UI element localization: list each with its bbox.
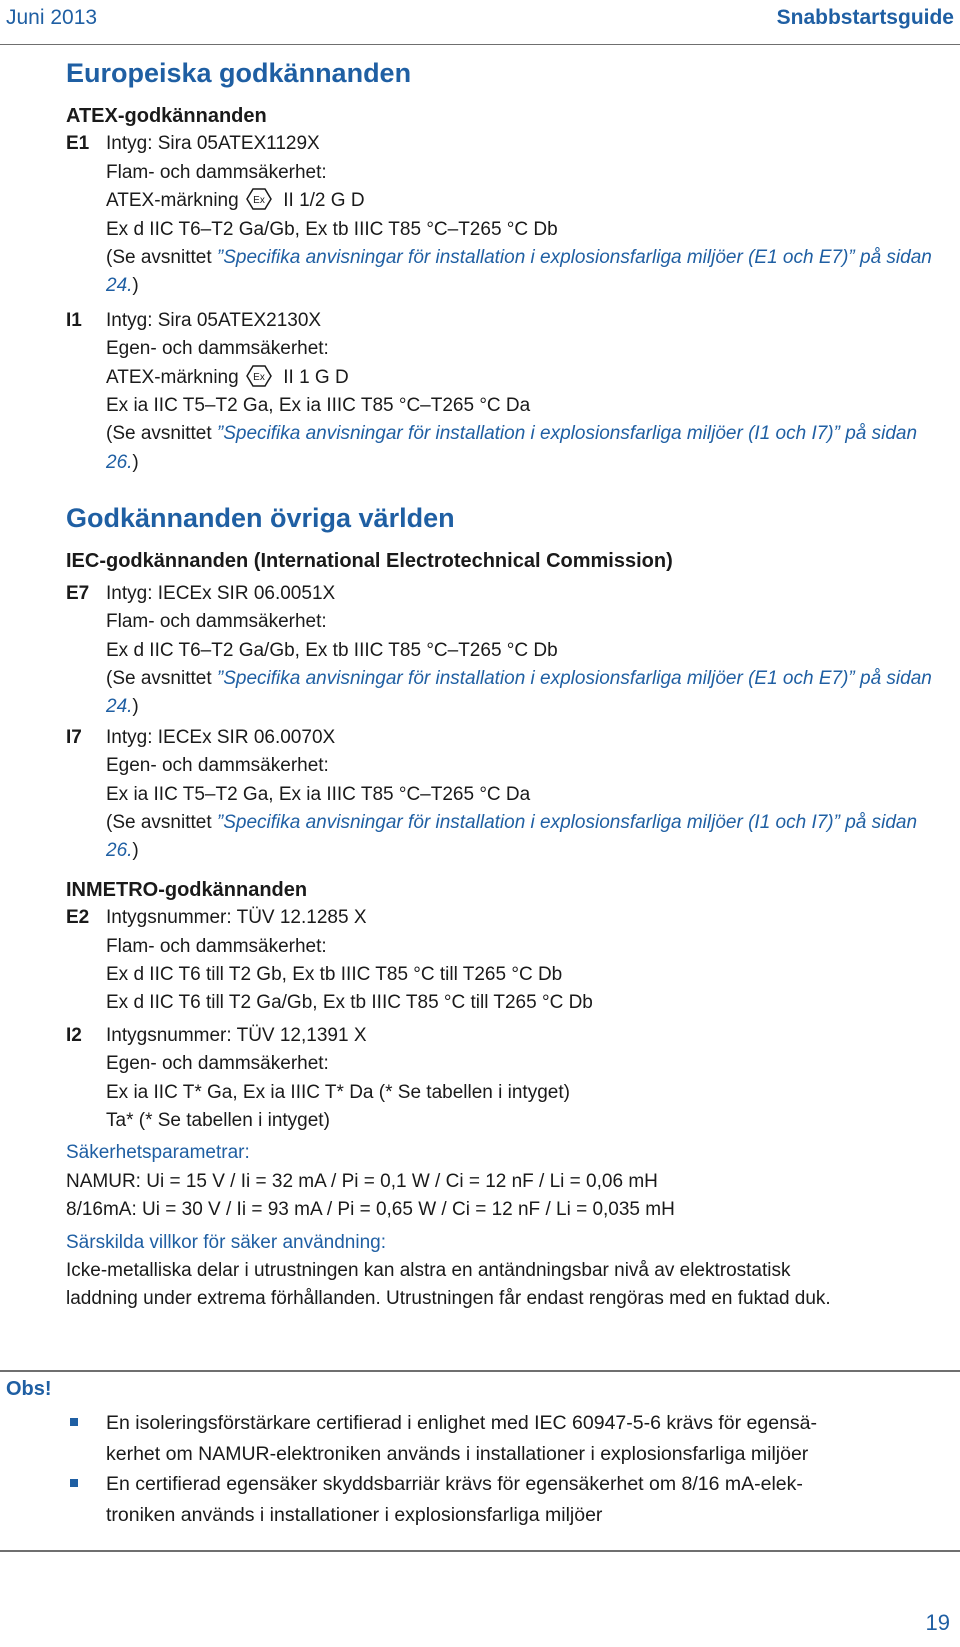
square-bullet-icon [66, 1408, 106, 1469]
ex-hexagon-icon [246, 188, 272, 210]
header-date: Juni 2013 [6, 6, 98, 29]
marking-code: Ex d IIC T6 till T2 Gb, Ex tb IIIC T85 °C till T265 °C Db [106, 963, 563, 985]
protection-type: Egen- och dammsäkerhet: [106, 1053, 329, 1075]
special-conditions-text: laddning under extrema förhållanden. Utrustningen får endast rengöras med en fuktad duk. [66, 1288, 831, 1310]
header-guide-title: Snabbstartsguide [776, 6, 954, 29]
safety-parameters-8-16ma: 8/16mA: Ui = 30 V / Ii = 93 mA / Pi = 0,65 W / Ci = 12 nF / Li = 0,035 mH [66, 1199, 675, 1221]
approval-e2 [66, 904, 952, 1018]
approval-e7 [66, 580, 952, 722]
list-item [66, 1408, 952, 1469]
safety-parameters-label: Säkerhetsparametrar: [66, 1142, 250, 1164]
note-close: ) [132, 275, 139, 297]
certificate-line: Intyg: IECEx SIR 06.0051X [106, 582, 336, 604]
page-number: 19 [925, 1610, 950, 1635]
marking-code: Ex d IIC T6–T2 Ga/Gb, Ex tb IIIC T85 °C–T265 °C Db [106, 218, 558, 240]
marking-code: Ex ia IIC T* Ga, Ex ia IIIC T* Da (* Se tabellen i intyget) [106, 1081, 570, 1103]
note-text: troniken används i installationer i explosionsfarliga miljöer [106, 1503, 603, 1526]
atex-marking-line [106, 364, 952, 392]
approval-i2 [66, 1022, 952, 1136]
safety-parameters-namur: NAMUR: Ui = 15 V / Ii = 32 mA / Pi = 0,1 W / Ci = 12 nF / Li = 0,06 mH [66, 1170, 658, 1192]
note-list [66, 1408, 952, 1530]
special-conditions-label: Särskilda villkor för säker användning: [66, 1231, 386, 1253]
approval-code: E2 [66, 907, 90, 929]
note-close: ) [132, 696, 139, 718]
protection-type: Egen- och dammsäkerhet: [106, 338, 329, 360]
approval-code: E1 [66, 133, 90, 155]
main-content [66, 56, 952, 1314]
certificate-line: Intygsnummer: TÜV 12,1391 X [106, 1024, 367, 1046]
certificate-line: Intyg: Sira 05ATEX2130X [106, 309, 322, 331]
atex-marking-line [106, 187, 952, 215]
section-title-world: Godkännanden övriga världen [66, 503, 455, 534]
certificate-line: Intyg: Sira 05ATEX1129X [106, 133, 320, 155]
protection-type: Flam- och dammsäkerhet: [106, 611, 327, 633]
special-conditions-text: Icke-metalliska delar i utrustningen kan alstra en antändningsbar nivå av elektrostatisk [66, 1260, 791, 1282]
atex-category: II 1/2 G D [283, 190, 365, 212]
note-close: ) [132, 451, 139, 473]
reference-note [106, 244, 952, 301]
marking-code: Ex d IIC T6 till T2 Ga/Gb, Ex tb IIIC T85 °C till T265 °C Db [106, 992, 593, 1014]
iec-heading: IEC-godkännanden (International Electrotechnical Commission) [66, 550, 673, 573]
approval-i7 [66, 724, 952, 866]
approval-code: I7 [66, 726, 82, 748]
certificate-line: Intyg: IECEx SIR 06.0070X [106, 726, 336, 748]
approval-code: E7 [66, 582, 90, 604]
reference-note [106, 809, 952, 866]
reference-link[interactable]: ”Specifika anvisningar för installation i explosionsfarliga miljöer (E1 och E7)” på sidan 24. [106, 247, 932, 297]
atex-heading: ATEX-godkännanden [66, 105, 267, 127]
atex-marking-label: ATEX-märkning [106, 190, 239, 212]
approval-code: I2 [66, 1024, 82, 1046]
svg-text:Ex: Ex [253, 371, 265, 383]
approval-code: I1 [66, 309, 82, 331]
reference-link[interactable]: ”Specifika anvisningar för installation i explosionsfarliga miljöer (I1 och I7)” på sidan 26. [106, 811, 918, 862]
note-divider-top [0, 1370, 960, 1372]
list-item [66, 1469, 952, 1530]
note-text: kerhet om NAMUR-elektroniken används i installationer i explosionsfarliga miljöer [106, 1442, 809, 1465]
ex-hexagon-icon [246, 365, 272, 387]
approval-i1 [66, 307, 952, 477]
note-open: (Se avsnittet [106, 667, 217, 689]
note-open: (Se avsnittet [106, 423, 217, 445]
approval-e1 [66, 130, 952, 300]
reference-link[interactable]: ”Specifika anvisningar för installation i explosionsfarliga miljöer (E1 och E7)” på sidan 24. [106, 667, 932, 718]
protection-type: Flam- och dammsäkerhet: [106, 935, 327, 957]
note-text: En isoleringsförstärkare certifierad i enlighet med IEC 60947-5-6 krävs för egensä- [106, 1412, 818, 1434]
inmetro-heading: INMETRO-godkännanden [66, 878, 308, 901]
note-open: (Se avsnittet [106, 247, 217, 269]
note-close: ) [132, 840, 139, 862]
atex-category: II 1 G D [283, 366, 349, 388]
header-divider [0, 44, 960, 45]
certificate-line: Intygsnummer: TÜV 12.1285 X [106, 907, 367, 929]
marking-code: Ex ia IIC T5–T2 Ga, Ex ia IIIC T85 °C–T265 °C Da [106, 395, 531, 417]
protection-type: Flam- och dammsäkerhet: [106, 161, 327, 183]
svg-text:Ex: Ex [253, 195, 265, 207]
section-title-europe: Europeiska godkännanden [66, 58, 412, 88]
reference-link[interactable]: ”Specifika anvisningar för installation i explosionsfarliga miljöer (I1 och I7)” på sidan 26. [106, 423, 918, 473]
marking-code: Ex d IIC T6–T2 Ga/Gb, Ex tb IIIC T85 °C–T265 °C Db [106, 639, 558, 661]
marking-code: Ex ia IIC T5–T2 Ga, Ex ia IIIC T85 °C–T265 °C Da [106, 783, 531, 805]
note-open: (Se avsnittet [106, 811, 217, 833]
protection-type: Egen- och dammsäkerhet: [106, 755, 329, 777]
marking-code: Ta* (* Se tabellen i intyget) [106, 1110, 330, 1131]
reference-note [106, 420, 952, 477]
square-bullet-icon [66, 1469, 106, 1530]
note-text: En certifierad egensäker skyddsbarriär krävs för egensäkerhet om 8/16 mA-elek- [106, 1473, 803, 1495]
atex-marking-label: ATEX-märkning [106, 366, 239, 388]
reference-note [106, 665, 952, 722]
note-divider-bottom [0, 1550, 960, 1552]
note-label: Obs! [6, 1378, 52, 1400]
